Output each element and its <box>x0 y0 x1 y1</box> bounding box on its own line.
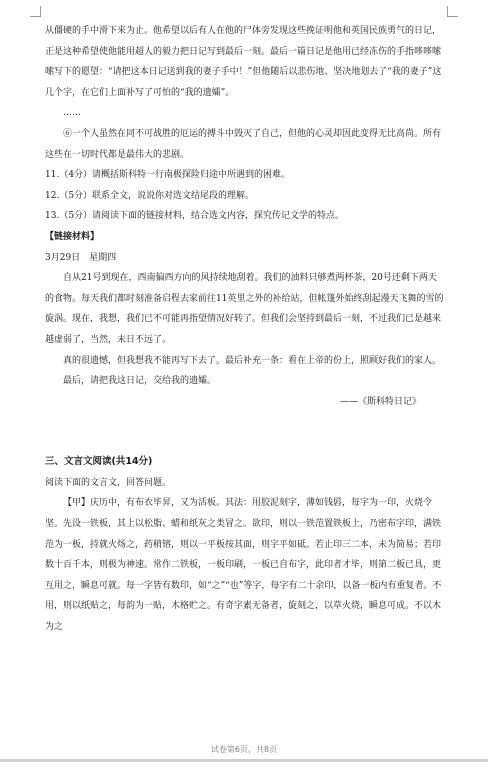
ellipsis: …… <box>63 108 81 119</box>
section-spacer <box>45 412 445 452</box>
section-3-heading: 三、文言文阅读(共14分) <box>45 456 153 468</box>
crop-mark-top-left <box>30 6 41 17</box>
link-material-heading: 【链接材料】 <box>45 231 100 242</box>
question-11: 11.（4分）请概括斯科特一行南极探险归途中所遇到的困难。 <box>45 170 291 181</box>
question-12: 12.（5分）联系全文，说说你对选文结尾段的理解。 <box>45 190 255 201</box>
page-content <box>45 21 445 638</box>
classical-text-jia: 【甲】庆历中，有布衣毕昇，又为活板。其法：用胶泥刻字，薄如钱唇，每字为一印，火烧令坚。先设一铁板，其上以松脂、蜡和纸灰之类冒之。欲印，则以一铁范置铁板上，乃密布字印，满铁范为一板，持就火炀之，药稍镕，则以一平板按其面，则字平如砥。若止印三二本，未为简易；若印数十百千本，则极为神速。常作二铁板，一板印刷，一板已自布字，此印者才毕，则第二板已具，更互用之，瞬息可就。每一字皆有数印，如“之”“也”等字，每字有二十余印，以备一板内有重复者。不用，则以纸贴之，每韵为一贴，木格贮之。有奇字素无备者，旋刻之，以草火烧，瞬息可成。不以木为之 <box>45 498 442 633</box>
diary-paragraph-2: 真的很遗憾，但我想我不能再写下去了。最后补充一条：看在上帝的份上，照顾好我们的家人。 <box>63 355 442 366</box>
diary-source: ——《斯科特日记》 <box>339 396 421 407</box>
crop-mark-top-right <box>447 6 458 17</box>
section-3-instruction: 阅读下面的文言文，回答问题。 <box>45 477 172 488</box>
diary-paragraph-3: 最后，请把我这日记，交给我的遗孀。 <box>63 376 217 387</box>
paragraph-6: ⑥一个人虽然在同不可战胜的厄运的搏斗中毁灭了自己，但他的心灵却因此变得无比高尚。所有这些在一切时代都是最伟大的悲剧。 <box>45 128 442 160</box>
question-13: 13.（5分）请阅读下面的链接材料，结合选文内容，探究传记文学的特点。 <box>45 211 345 222</box>
paragraph-diary-continued: 从僵硬的手中滑下来为止。他希望以后有人在他的尸体旁发现这些挽证明他和英国民族勇气的日记，正是这种希望使他能用超人的毅力把日记写到最后一刻。最后一篇日记是他用已经冻伤的手指哆哆嗦嗦写下的愿望：“请把这本日记送到我的妻子手中！”但他随后以悲伤地、坚决地划去了“我的妻子”这几个字，在它们上面补写了可怕的“我的遗孀”。 <box>45 26 442 98</box>
page-bottom-edge <box>0 759 488 762</box>
diary-paragraph-1: 自从21号到现在，西南偏西方向的风持续地刮着。我们的油料只够煮两杯茶，20号还剩下两天的食物。每天我们都时刻准备启程去家前往11英里之外的补给站，但帐篷外始终刮起漫天飞舞的雪的旋涡。现在，我想，我们已不可能再指望情况好转了。但我们会坚持到最后一刻，不过我们已是越来越虚弱了，当然，末日不远了。 <box>45 273 444 345</box>
diary-date: 3月29日 星期四 <box>45 252 117 263</box>
page-footer: 试卷第6页，共8页 <box>210 745 278 754</box>
